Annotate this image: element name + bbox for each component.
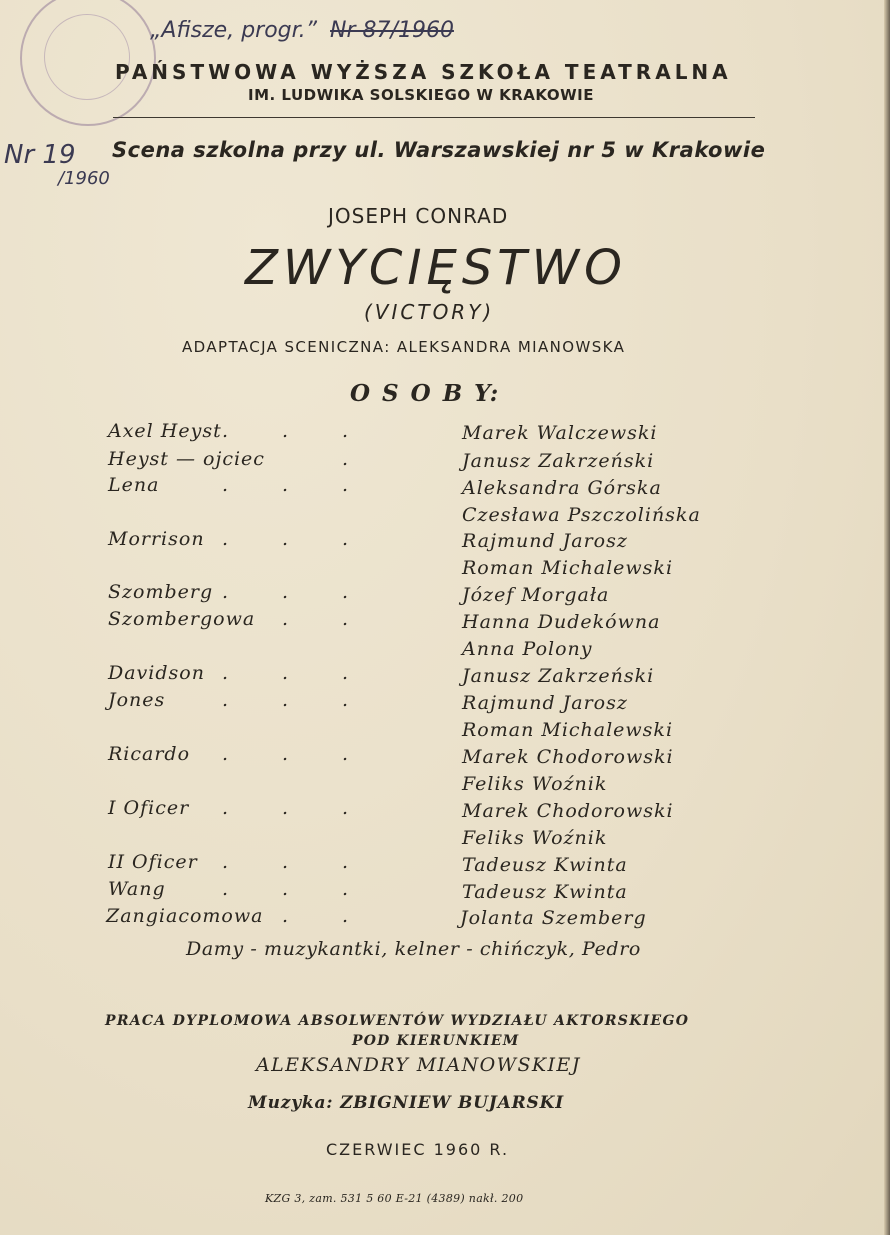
leader-dots: . . . <box>222 743 349 765</box>
cast-role: Wang <box>108 878 166 900</box>
cast-role: Jones <box>108 689 166 711</box>
leader-dots: . . . <box>222 581 349 603</box>
adaptation-credit: ADAPTACJA SCENICZNA: ALEKSANDRA MIANOWSKA <box>182 338 626 356</box>
cast-actor: Feliks Woźnik <box>462 827 608 849</box>
leader-dots: . . . <box>222 662 349 684</box>
diploma-credit: PRACA DYPLOMOWA ABSOLWENTÓW WYDZIAŁU AKTORSKIEGO <box>105 1013 690 1029</box>
leader-dots: . . . <box>222 474 349 496</box>
leader-dots: . . . <box>222 797 349 819</box>
cast-role: Axel Heyst <box>108 420 222 442</box>
leader-dots: . <box>342 448 349 470</box>
cast-role: Zangiacomowa <box>106 905 264 927</box>
printer-info: KZG 3, zam. 531 5 60 E-21 (4389) nakł. 200 <box>265 1192 524 1205</box>
leader-dots: . . . <box>222 689 349 711</box>
cast-actor: Czesława Pszczolińska <box>462 504 701 526</box>
cast-role: II Oficer <box>108 851 198 873</box>
handwritten-year: /1960 <box>58 168 110 189</box>
cast-heading: O S O B Y: <box>350 380 501 407</box>
cast-actor: Roman Michalewski <box>462 719 674 741</box>
handwritten-note-top <box>150 18 454 43</box>
cast-role: I Oficer <box>108 797 190 819</box>
leader-dots: . . . <box>222 851 349 873</box>
cast-actor: Anna Polony <box>462 638 593 660</box>
direction-credit: POD KIERUNKIEM <box>352 1033 520 1049</box>
school-patron: IM. LUDWIKA SOLSKIEGO W KRAKOWIE <box>248 86 594 104</box>
cast-role: Szomberg <box>108 581 214 603</box>
play-subtitle: (VICTORY) <box>364 300 495 324</box>
cast-actor: Aleksandra Górska <box>462 477 662 499</box>
extras-line: Damy - muzykantki, kelner - chińczyk, Pedro <box>186 938 641 960</box>
performance-date: CZERWIEC 1960 R. <box>326 1140 510 1159</box>
cast-actor: Janusz Zakrzeński <box>462 450 655 472</box>
cast-actor: Hanna Dudekówna <box>462 611 661 633</box>
leader-dots: . . . <box>222 878 349 900</box>
note-text: „Afisze, progr.” <box>150 18 318 43</box>
cast-actor: Marek Chodorowski <box>462 800 674 822</box>
cast-actor: Marek Walczewski <box>462 422 658 444</box>
cast-actor: Jolanta Szemberg <box>460 907 647 929</box>
leader-dots: . . <box>282 608 349 630</box>
note-struck-text: Nr 87/1960 <box>330 18 454 43</box>
cast-actor: Feliks Woźnik <box>462 773 608 795</box>
cast-role: Szombergowa <box>108 608 256 630</box>
handwritten-number: Nr 19 <box>4 140 76 170</box>
cast-role: Heyst — ojciec <box>108 448 265 470</box>
cast-actor: Rajmund Jarosz <box>462 692 628 714</box>
cast-role: Davidson <box>108 662 205 684</box>
leader-dots: . . . <box>222 420 349 442</box>
leader-dots: . . . <box>222 528 349 550</box>
cast-actor: Rajmund Jarosz <box>462 530 628 552</box>
leader-dots: . . <box>282 905 349 927</box>
cast-actor: Tadeusz Kwinta <box>462 854 628 876</box>
paper-edge-shadow <box>884 0 890 1235</box>
cast-actor: Janusz Zakrzeński <box>462 665 655 687</box>
cast-actor: Marek Chodorowski <box>462 746 674 768</box>
header-divider <box>113 117 755 118</box>
cast-actor: Tadeusz Kwinta <box>462 881 628 903</box>
cast-role: Ricardo <box>108 743 191 765</box>
cast-actor: Józef Morgała <box>462 584 610 606</box>
music-credit: Muzyka: ZBIGNIEW BUJARSKI <box>248 1093 564 1113</box>
venue-line: Scena szkolna przy ul. Warszawskiej nr 5 w Krakowie <box>112 138 766 162</box>
cast-role: Lena <box>108 474 160 496</box>
cast-role: Morrison <box>108 528 205 550</box>
director-name: ALEKSANDRY MIANOWSKIEJ <box>256 1054 581 1076</box>
school-name: PAŃSTWOWA WYŻSZA SZKOŁA TEATRALNA <box>115 60 732 84</box>
play-title: ZWYCIĘSTWO <box>245 240 627 296</box>
cast-actor: Roman Michalewski <box>462 557 674 579</box>
play-author: JOSEPH CONRAD <box>328 204 509 228</box>
